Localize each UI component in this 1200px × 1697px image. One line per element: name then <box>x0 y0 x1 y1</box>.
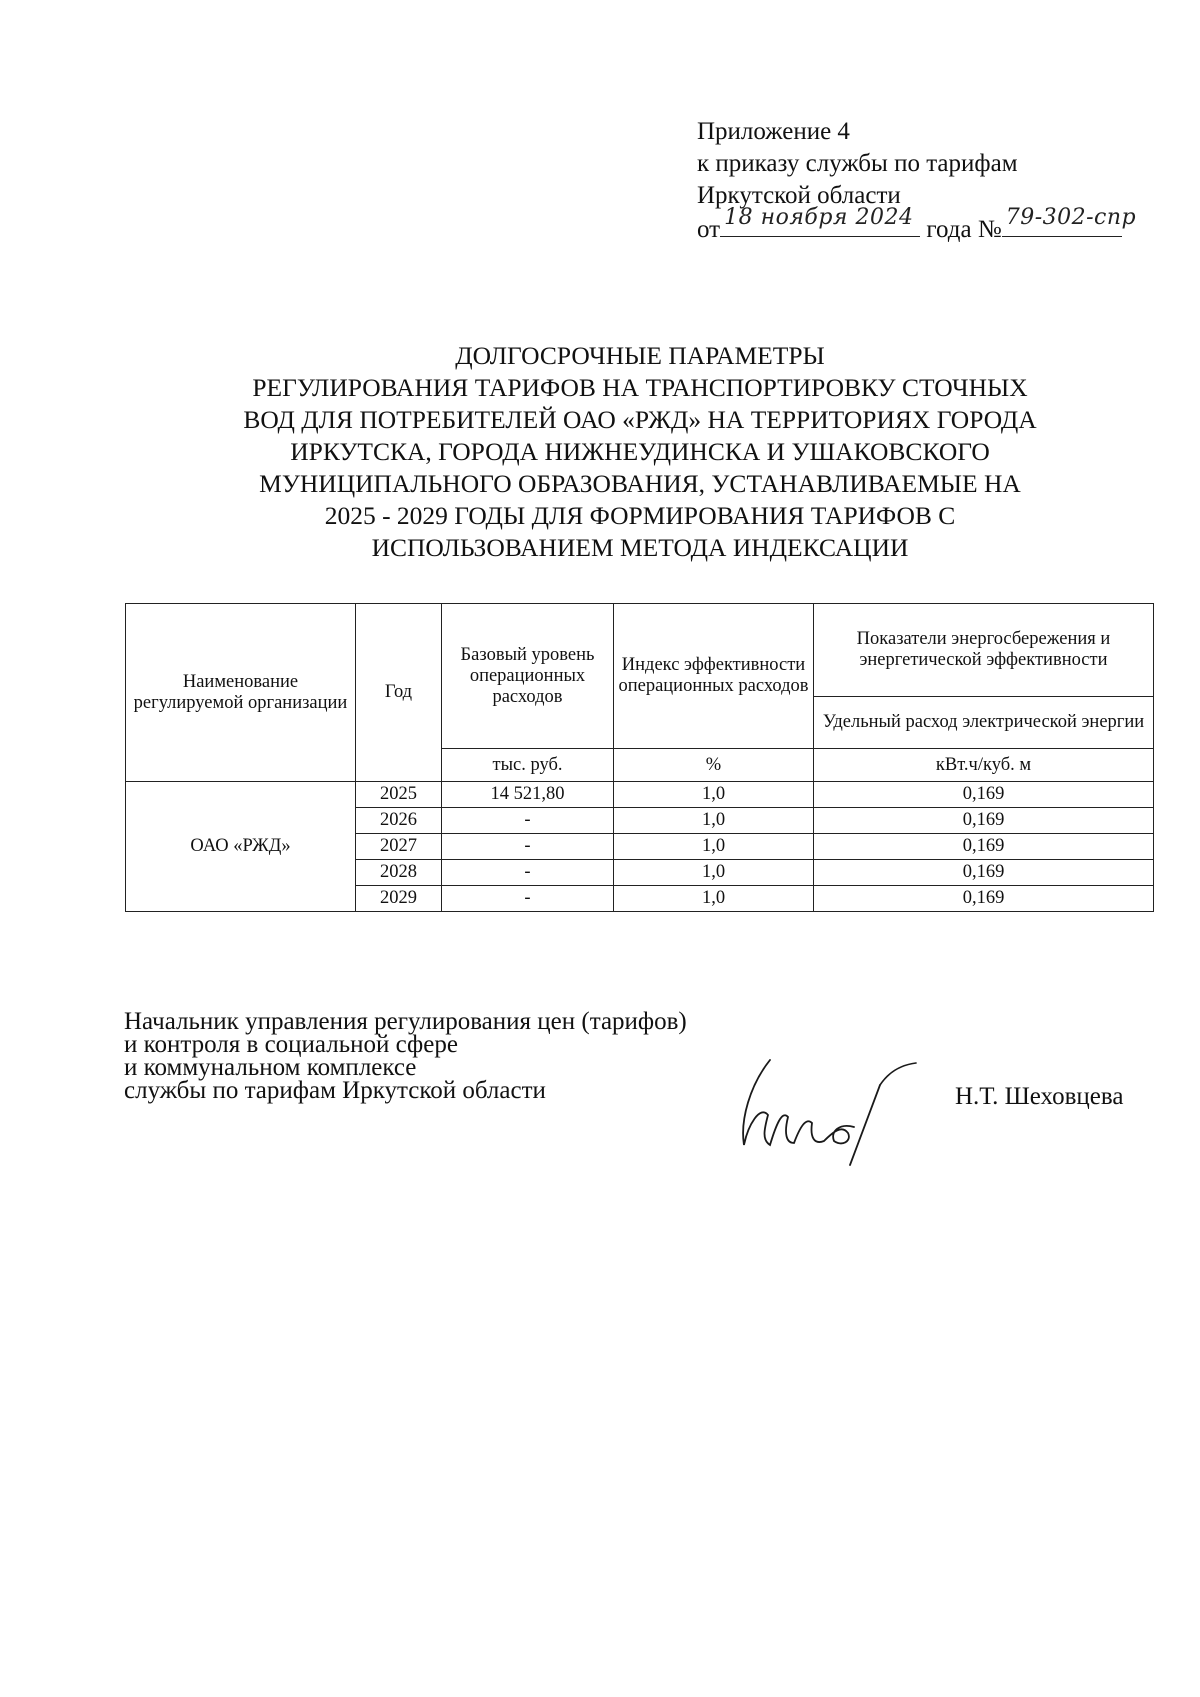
header-efficiency-index: Индекс эффективности операционных расходов <box>614 604 814 749</box>
cell-energy: 0,169 <box>814 808 1154 834</box>
header-base-level: Базовый уровень операционных расходов <box>442 604 614 749</box>
appendix-number: Приложение 4 <box>697 118 850 145</box>
order-number-blank <box>1002 205 1137 237</box>
handwritten-date: 18 ноября 2024 <box>724 205 914 230</box>
cell-year: 2029 <box>356 886 442 912</box>
title-line: РЕГУЛИРОВАНИЯ ТАРИФОВ НА ТРАНСПОРТИРОВКУ СТОЧНЫХ <box>252 373 1028 402</box>
appendix-date-line <box>697 205 1177 246</box>
signatory-position: службы по тарифам Иркутской области <box>124 1077 546 1104</box>
cell-energy: 0,169 <box>814 860 1154 886</box>
cell-year: 2028 <box>356 860 442 886</box>
unit-index: % <box>614 749 814 782</box>
cell-year: 2025 <box>356 782 442 808</box>
cell-base: 14 521,80 <box>442 782 614 808</box>
header-energy-consumption: Удельный расход электрической энергии <box>814 697 1154 749</box>
appendix-region: Иркутской области <box>697 182 901 209</box>
cell-energy: 0,169 <box>814 834 1154 860</box>
organization-name: ОАО «РЖД» <box>126 782 356 912</box>
cell-base: - <box>442 834 614 860</box>
title-line: ИСПОЛЬЗОВАНИЕМ МЕТОДА ИНДЕКСАЦИИ <box>371 533 909 562</box>
appendix-header <box>697 116 1177 246</box>
signatory-position: и коммунальном комплексе <box>124 1054 417 1081</box>
signatory-position: и контроля в социальной сфере <box>124 1031 458 1058</box>
cell-base: - <box>442 808 614 834</box>
signatory-name: Н.Т. Шеховцева <box>955 1083 1124 1110</box>
handwritten-signature <box>730 1045 940 1175</box>
date-prefix: от <box>697 216 721 243</box>
cell-index: 1,0 <box>614 886 814 912</box>
cell-energy: 0,169 <box>814 886 1154 912</box>
title-line: ВОД ДЛЯ ПОТРЕБИТЕЛЕЙ ОАО «РЖД» НА ТЕРРИТОРИЯХ ГОРОДА <box>243 405 1037 434</box>
signatory-position: Начальник управления регулирования цен (тарифов) <box>124 1008 687 1035</box>
title-line: 2025 - 2029 ГОДЫ ДЛЯ ФОРМИРОВАНИЯ ТАРИФОВ С <box>324 501 956 530</box>
cell-year: 2026 <box>356 808 442 834</box>
unit-energy: кВт.ч/куб. м <box>814 749 1154 782</box>
handwritten-order-number: 79-302-спр <box>1005 205 1137 230</box>
cell-year: 2027 <box>356 834 442 860</box>
parameters-table <box>125 603 1154 912</box>
title-line: ДОЛГОСРОЧНЫЕ ПАРАМЕТРЫ <box>455 341 825 370</box>
title-line: ИРКУТСКА, ГОРОДА НИЖНЕУДИНСКА И УШАКОВСКОГО <box>290 437 990 466</box>
cell-index: 1,0 <box>614 782 814 808</box>
title-line: МУНИЦИПАЛЬНОГО ОБРАЗОВАНИЯ, УСТАНАВЛИВАЕМЫЕ НА <box>259 469 1021 498</box>
date-blank <box>720 205 920 237</box>
header-energy-group: Показатели энергосбережения и энергетической эффективности <box>814 604 1154 697</box>
cell-energy: 0,169 <box>814 782 1154 808</box>
cell-index: 1,0 <box>614 834 814 860</box>
header-year: Год <box>356 604 442 782</box>
order-number-label: года № <box>926 216 1002 243</box>
table-row <box>126 782 1154 808</box>
cell-index: 1,0 <box>614 808 814 834</box>
header-organization: Наименование регулируемой организации <box>126 604 356 782</box>
appendix-order-ref: к приказу службы по тарифам <box>697 150 1018 177</box>
cell-index: 1,0 <box>614 860 814 886</box>
cell-base: - <box>442 860 614 886</box>
unit-base: тыс. руб. <box>442 749 614 782</box>
document-title <box>150 340 1130 564</box>
cell-base: - <box>442 886 614 912</box>
